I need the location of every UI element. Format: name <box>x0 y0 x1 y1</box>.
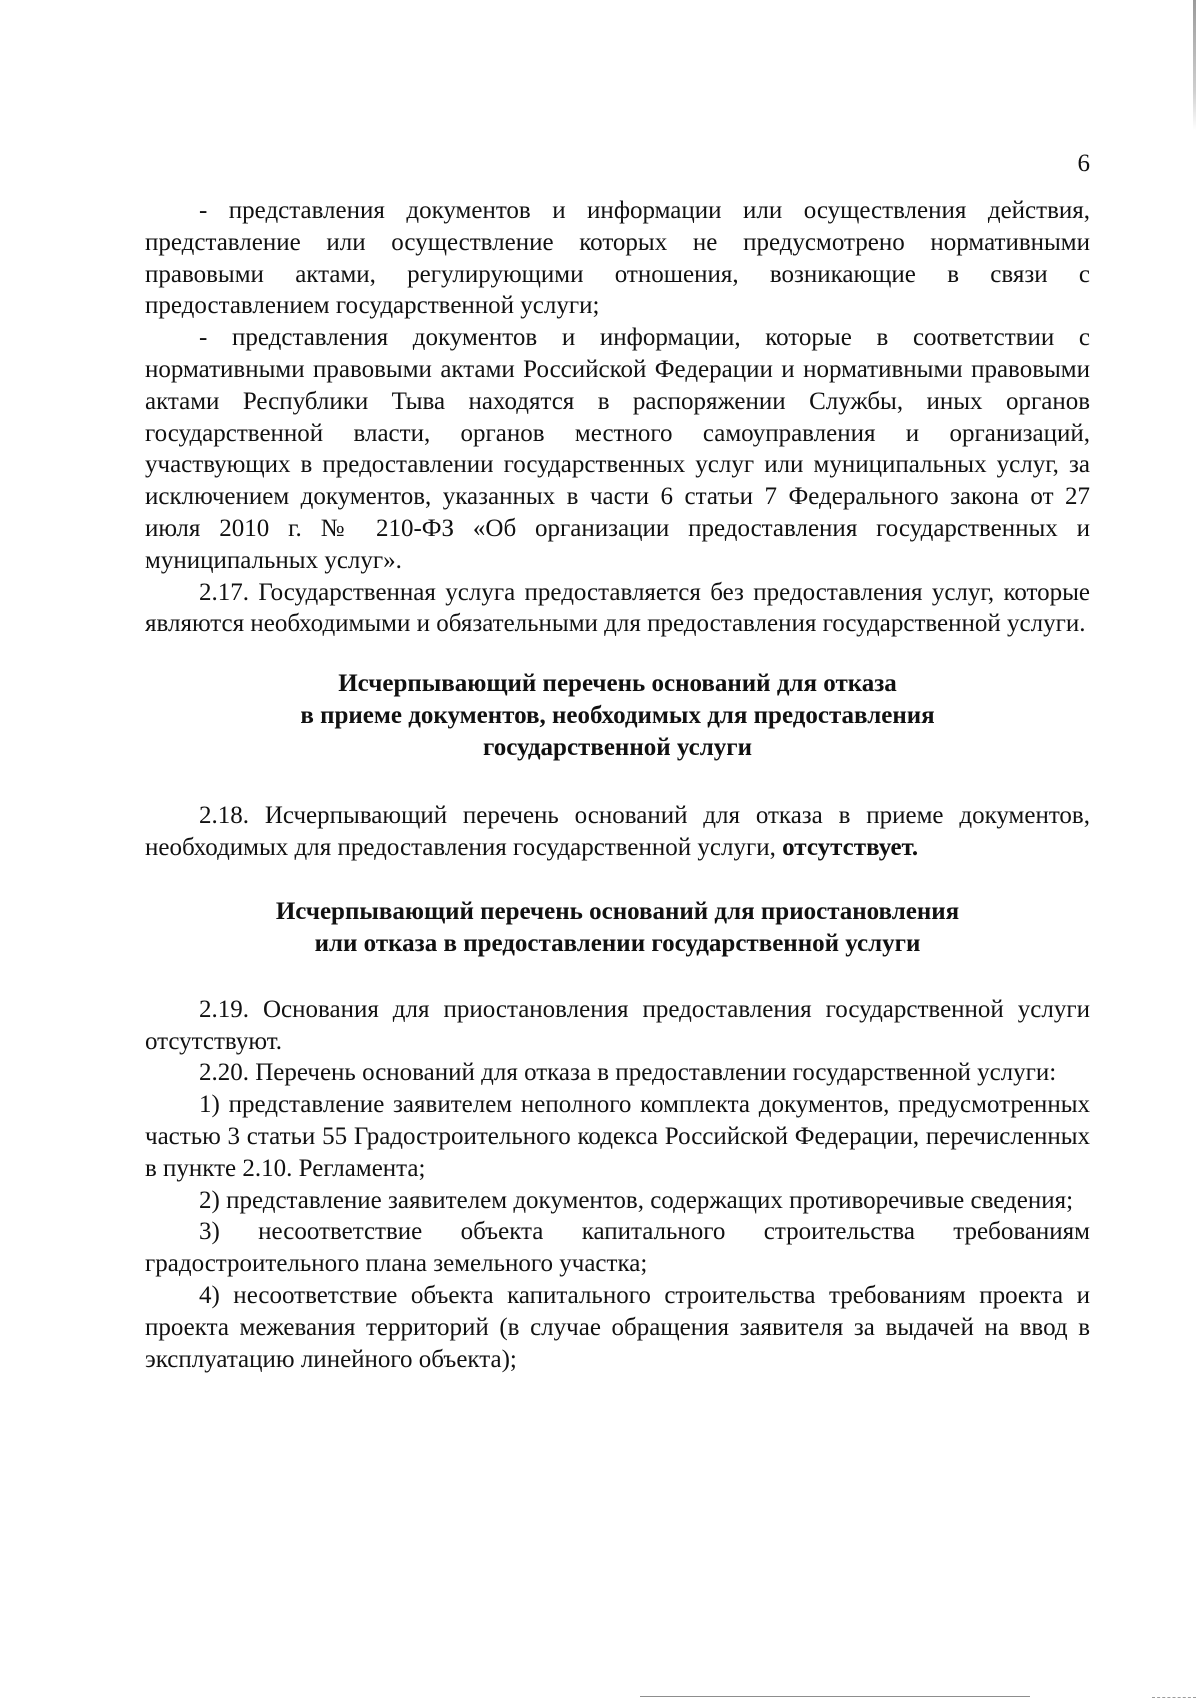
list-item: 2) представление заявителем документов, содержащих противоречивые сведения; <box>199 1186 1074 1214</box>
list-item: 1) представление заявителем неполного комплекта документов, предусмотренных частью 3 статьи 55 Градостроительного кодекса Российской Федерации, перечисленных в пункте 2.10. Регламента; <box>145 1091 1090 1182</box>
document-body <box>145 195 1090 1375</box>
paragraph-item: 2.17. Государственная услуга предоставляется без предоставления услуг, которые являются необходимыми и обязательными для предоставления государственной услуги. <box>145 578 1090 638</box>
paragraph-item: 2.19. Основания для приостановления предоставления государственной услуги отсутствуют. <box>145 995 1090 1055</box>
list-item: 3) несоответствие объекта капитального строительства требованиям градостроительного плана земельного участка; <box>145 1218 1090 1278</box>
section-heading-suspension-refusal <box>145 896 1090 960</box>
heading-line: Исчерпывающий перечень оснований для приостановления <box>275 897 960 925</box>
section-heading-refusal-documents <box>145 668 1090 764</box>
scan-edge-artifact <box>1193 0 1196 130</box>
heading-line: или отказа в предоставлении государственной услуги <box>314 929 921 957</box>
heading-line: государственной услуги <box>482 734 753 762</box>
scan-bottom-line <box>640 1696 1030 1697</box>
paragraph-item: - представления документов и информации или осуществления действия, представление или осуществление которых не предусмотрено нормативными правовыми актами, регулирующими отношения, возникающие в связи с предоставлением государственной услуги; <box>145 197 1090 320</box>
scan-bottom-dash <box>1152 1697 1196 1698</box>
paragraph-2-18-text: 2.18. Исчерпывающий перечень оснований для отказа в приеме документов, необходимых для предоставления государственной услуги, <box>145 802 1090 861</box>
page-number: 6 <box>1077 150 1090 177</box>
heading-line: Исчерпывающий перечень оснований для отказа <box>338 670 897 698</box>
paragraph-2-18-bold: отсутствует. <box>782 833 919 861</box>
paragraph-2-18 <box>145 800 1090 864</box>
heading-line: в приеме документов, необходимых для предоставления <box>300 702 935 730</box>
paragraph-item: 2.20. Перечень оснований для отказа в предоставлении государственной услуги: <box>199 1059 1057 1087</box>
list-item: 4) несоответствие объекта капитального строительства требованиям проекта и проекта межевания территорий (в случае обращения заявителя за выдачей на ввод в эксплуатацию линейного объекта); <box>145 1281 1090 1373</box>
paragraph-item: - представления документов и информации, которые в соответствии с нормативными правовыми актами Российской Федерации и нормативными правовыми актами Республики Тыва находятся в распоряжении Службы, иных органов государственной власти, органов местного самоуправления и организаций, участвующих в предоставлении государственных услуг или муниципальных услуг, за исключением документов, указанных в части 6 статьи 7 Федерального закона от 27 июля 2010 г. № 210-ФЗ «Об организации предоставления государственных и муниципальных услуг». <box>145 324 1090 574</box>
